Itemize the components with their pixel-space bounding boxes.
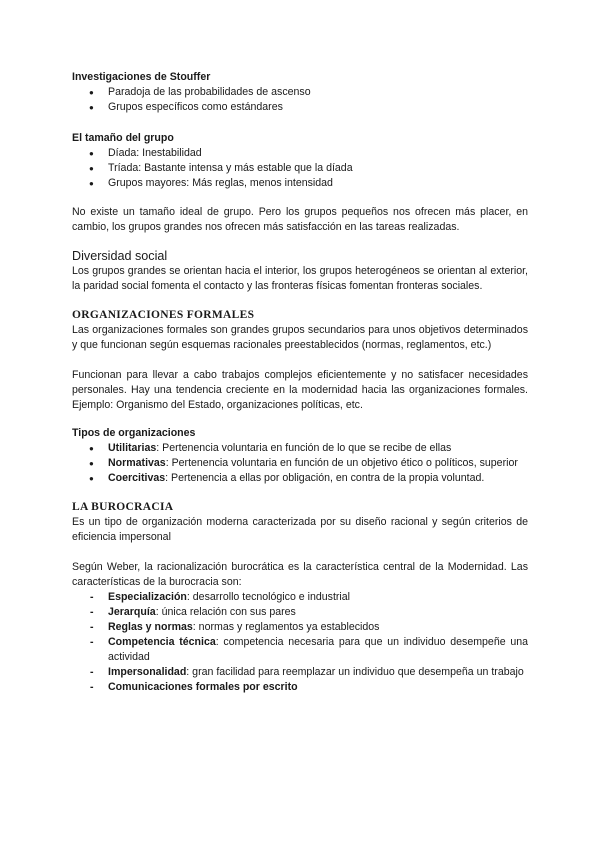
term-desc: : normas y reglamentos ya establecidos — [192, 621, 380, 633]
term-desc: : competencia necesaria para que un individuo desempeñe una actividad — [108, 636, 528, 663]
tamano-list — [72, 146, 528, 191]
list-item: ● Tríada: Bastante intensa y más estable que la díada — [72, 161, 528, 176]
stouffer-heading: Investigaciones de Stouffer — [72, 71, 211, 83]
burocracia-heading: LA BUROCRACIA — [72, 501, 174, 513]
list-item: ● Paradoja de las probabilidades de ascenso — [72, 85, 528, 100]
term: Utilitarias — [108, 442, 157, 454]
diversidad-paragraph: Los grupos grandes se orientan hacia el interior, los grupos heterogéneos se orientan al exterior, la paridad social fomenta el contacto y las fronteras físicas fomentan fronteras sociales. — [72, 265, 528, 292]
term-desc: : Pertenencia a ellas por obligación, en contra de la propia voluntad. — [165, 472, 485, 484]
list-item — [72, 665, 528, 680]
list-item — [72, 471, 528, 486]
term-desc: : única relación con sus pares — [155, 606, 296, 618]
list-item: ● Grupos específicos como estándares — [72, 100, 528, 115]
tamano-paragraph: No existe un tamaño ideal de grupo. Pero los grupos pequeños nos ofrecen más placer, en cambio, los grupos grandes nos ofrecen más satisfacción en las tareas realizadas. — [72, 206, 528, 233]
term-desc: : Pertenencia voluntaria en función de lo que se recibe de ellas — [156, 442, 452, 454]
term: Coercitivas — [108, 472, 166, 484]
organizaciones-p2: Funcionan para llevar a cabo trabajos complejos eficientemente y no satisfacer necesidades personales. Hay una tendencia creciente en la modernidad hacia las organizaciones formales. Ejemplo: Organismo del Estado, organizaciones políticas, etc. — [72, 369, 528, 411]
list-item — [72, 605, 528, 620]
term: Especialización — [108, 591, 187, 603]
tipos-heading: Tipos de organizaciones — [72, 427, 196, 439]
list-item: ● Grupos mayores: Más reglas, menos intensidad — [72, 176, 528, 191]
term: Normativas — [108, 457, 166, 469]
organizaciones-p1: Las organizaciones formales son grandes grupos secundarios para unos objetivos determinados y que funcionan según esquemas racionales preestablecidos (normas, reglamentos, etc.) — [72, 324, 528, 351]
document-page — [72, 70, 528, 695]
term-desc: : gran facilidad para reemplazar un individuo que desempeña un trabajo — [186, 666, 524, 678]
diversidad-heading: Diversidad social — [72, 249, 168, 263]
burocracia-p2: Según Weber, la racionalización burocrática es la característica central de la Modernidad. Las características de la burocracia son: — [72, 561, 528, 588]
list-item — [72, 590, 528, 605]
list-item: ● Díada: Inestabilidad — [72, 146, 528, 161]
burocracia-list — [72, 590, 528, 695]
term: Comunicaciones formales por escrito — [108, 681, 298, 693]
list-item — [72, 620, 528, 635]
term: Jerarquía — [108, 606, 156, 618]
list-item — [72, 456, 528, 471]
term-desc: : desarrollo tecnológico e industrial — [186, 591, 351, 603]
burocracia-p1: Es un tipo de organización moderna caracterizada por su diseño racional y según criterios de eficiencia impersonal — [72, 516, 528, 543]
tipos-list — [72, 441, 528, 486]
list-item — [72, 441, 528, 456]
organizaciones-heading: ORGANIZACIONES FORMALES — [72, 309, 255, 321]
term: Reglas y normas — [108, 621, 193, 633]
term: Competencia técnica — [108, 636, 216, 648]
stouffer-list — [72, 85, 528, 115]
list-item — [72, 635, 528, 665]
list-item — [72, 680, 528, 695]
term: Impersonalidad — [108, 666, 187, 678]
tamano-heading: El tamaño del grupo — [72, 132, 174, 144]
term-desc: : Pertenencia voluntaria en función de un objetivo ético o políticos, superior — [165, 457, 518, 469]
